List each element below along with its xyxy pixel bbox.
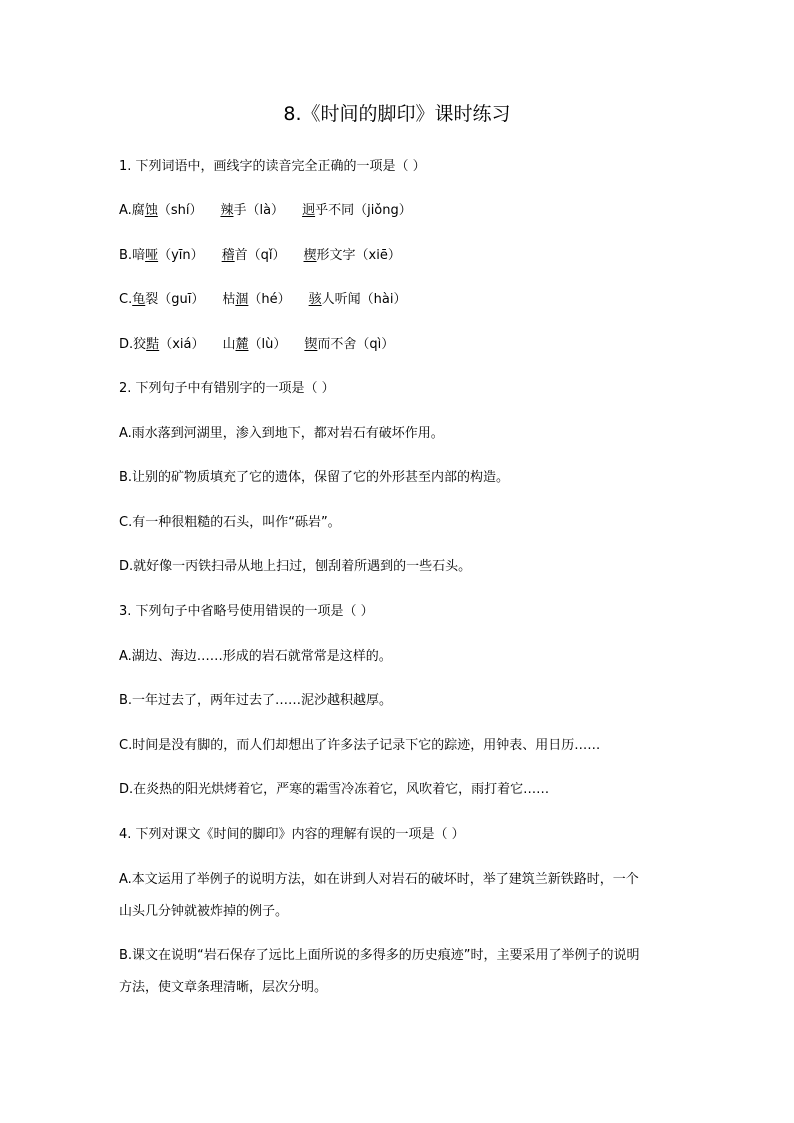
option-item: 锲而不舍（qì）: [304, 337, 395, 352]
page-title: 8.《时间的脚印》课时练习: [283, 103, 511, 125]
question-1-option-d: [119, 336, 689, 354]
underlined-char: 楔: [303, 248, 317, 263]
option-prefix: D.: [119, 337, 134, 352]
question-1-option-b: [119, 247, 689, 265]
question-2-option-b: B.让别的矿物质填充了它的遗体，保留了它的外形甚至内部的构造。: [119, 470, 510, 485]
question-4-option-b-line-1: B.课文在说明“岩石保存了远比上面所说的多得多的历史痕迹”时，主要采用了举例子的说明: [119, 948, 640, 963]
underlined-char: 麓: [235, 337, 249, 352]
option-prefix: B.: [119, 248, 133, 263]
underlined-char: 稽: [221, 248, 235, 263]
underlined-char: 蚀: [144, 203, 158, 218]
underlined-char: 锲: [304, 337, 318, 352]
question-4-option-b-line-2: 方法，使文章条理清晰，层次分明。: [119, 980, 328, 995]
question-2-option-a: A.雨水落到河湖里，渗入到地下，都对岩石有破坏作用。: [119, 426, 444, 441]
question-4-option-a-line-1: A.本文运用了举例子的说明方法，如在讲到人对岩石的破坏时，举了建筑兰新铁路时，一个: [119, 872, 639, 887]
option-item: 狡黠（xiá）: [133, 337, 205, 352]
underlined-char: 龟: [132, 292, 146, 307]
underlined-char: 骇: [308, 292, 322, 307]
question-1-stem: 1. 下列词语中，画线字的读音完全正确的一项是（ ）: [119, 159, 426, 174]
option-prefix: A.: [119, 203, 132, 218]
underlined-char: 哑: [145, 248, 159, 263]
question-4-stem: 4. 下列对课文《时间的脚印》内容的理解有误的一项是（ ）: [119, 827, 465, 842]
question-1-option-a: [119, 202, 689, 220]
question-3-option-b: B.一年过去了，两年过去了……泥沙越积越厚。: [119, 693, 393, 708]
question-3-option-a: A.湖边、海边……形成的岩石就常常是这样的。: [119, 649, 392, 664]
option-item: 骇人听闻（hài）: [308, 292, 407, 307]
option-item: 腐蚀（shí）: [131, 203, 203, 218]
underlined-char: 涸: [235, 292, 249, 307]
question-2-option-d: D.就好像一丙铁扫帚从地上扫过，刨刮着所遇到的一些石头。: [119, 559, 472, 574]
question-2-option-c: C.有一种很粗糙的石头，叫作“砾岩”。: [119, 515, 341, 530]
option-item: 龟裂（guī）: [132, 292, 205, 307]
underlined-char: 辣: [220, 203, 234, 218]
option-item: 稽首（qǐ）: [221, 248, 286, 263]
option-item: 喑哑（yīn）: [132, 248, 204, 263]
question-3-option-d: D.在炎热的阳光烘烤着它，严寒的霜雪冷冻着它，风吹着它，雨打着它……: [119, 782, 550, 797]
question-3-stem: 3. 下列句子中省略号使用错误的一项是（ ）: [119, 604, 374, 619]
option-item: 枯涸（hé）: [222, 292, 291, 307]
option-item: 楔形文字（xiē）: [303, 248, 401, 263]
underlined-char: 黠: [146, 337, 160, 352]
option-item: 辣手（là）: [220, 203, 285, 218]
option-prefix: C.: [119, 292, 133, 307]
option-item: 迥乎不同（jiǒng）: [302, 203, 412, 218]
underlined-char: 迥: [302, 203, 316, 218]
option-item: 山麓（lù）: [222, 337, 287, 352]
question-2-stem: 2. 下列句子中有错别字的一项是（ ）: [119, 381, 335, 396]
question-3-option-c: C.时间是没有脚的，而人们却想出了许多法子记录下它的踪迹，用钟表、用日历……: [119, 738, 601, 753]
question-1-option-c: [119, 291, 689, 309]
question-4-option-a-line-2: 山头几分钟就被炸掉的例子。: [119, 904, 289, 919]
